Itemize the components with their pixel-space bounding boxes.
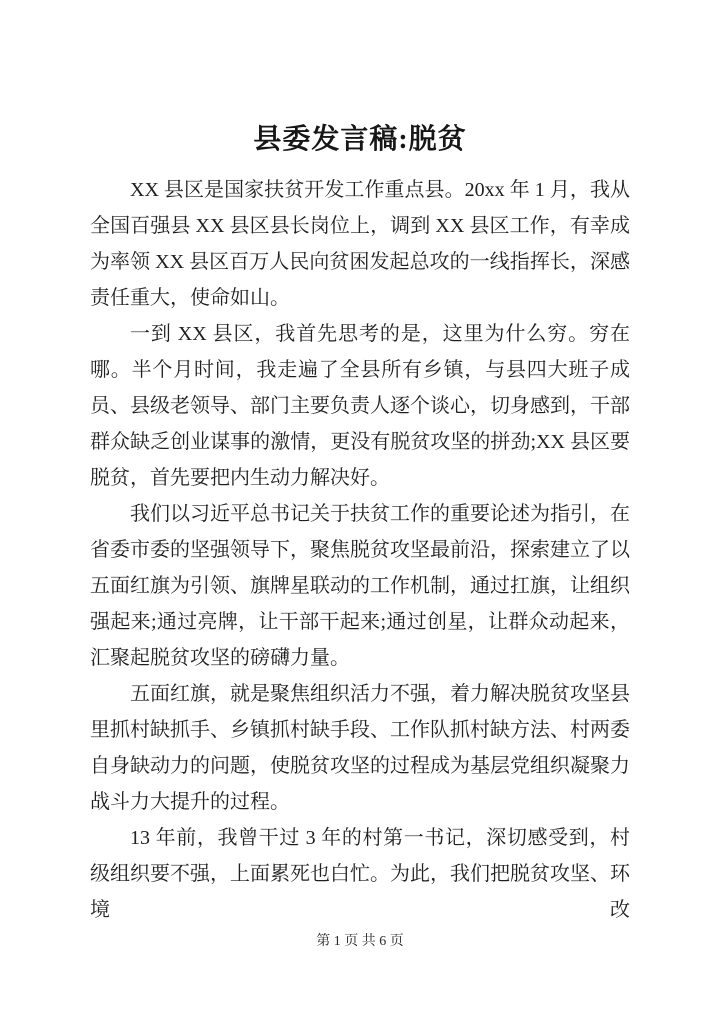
paragraph-2: 一到 XX 县区，我首先思考的是，这里为什么穷。穷在哪。半个月时间，我走遍了全县所有乡镇，与县四大班子成员、县级老领导、部门主要负责人逐个谈心，切身感到，干部群众缺乏创业谋事的激情，更没有脱贫攻坚的拼劲;XX 县区要脱贫，首先要把内生动力解决好。: [90, 323, 630, 489]
document-title: 县委发言稿:脱贫: [253, 124, 467, 155]
paragraph-5: 13 年前，我曾干过 3 年的村第一书记，深切感受到，村级组织要不强，上面累死也白忙。为此，我们把脱贫攻坚、环境改: [90, 827, 630, 921]
page-number-label: 第 1 页 共 6 页: [316, 934, 404, 949]
page-footer: [0, 932, 720, 952]
paragraph-4: 五面红旗，就是聚焦组织活力不强，着力解决脱贫攻坚县里抓村缺抓手、乡镇抓村缺手段、工作队抓村缺方法、村两委自身缺动力的问题，使脱贫攻坚的过程成为基层党组织凝聚力战斗力大提升的过程。: [90, 683, 630, 813]
paragraph-1: XX 县区是国家扶贫开发工作重点县。20xx 年 1 月，我从全国百强县 XX 县区县长岗位上，调到 XX 县区工作，有幸成为率领 XX 县区百万人民向贫困发起总攻的一线指挥长，深感责任重大，使命如山。: [90, 179, 630, 309]
paragraph-3: 我们以习近平总书记关于扶贫工作的重要论述为指引，在省委市委的坚强领导下，聚焦脱贫攻坚最前沿，探索建立了以五面红旗为引领、旗牌星联动的工作机制，通过扛旗，让组织强起来;通过亮牌，让干部干起来;通过创星，让群众动起来，汇聚起脱贫攻坚的磅礴力量。: [90, 503, 630, 669]
document-body: [90, 172, 630, 928]
